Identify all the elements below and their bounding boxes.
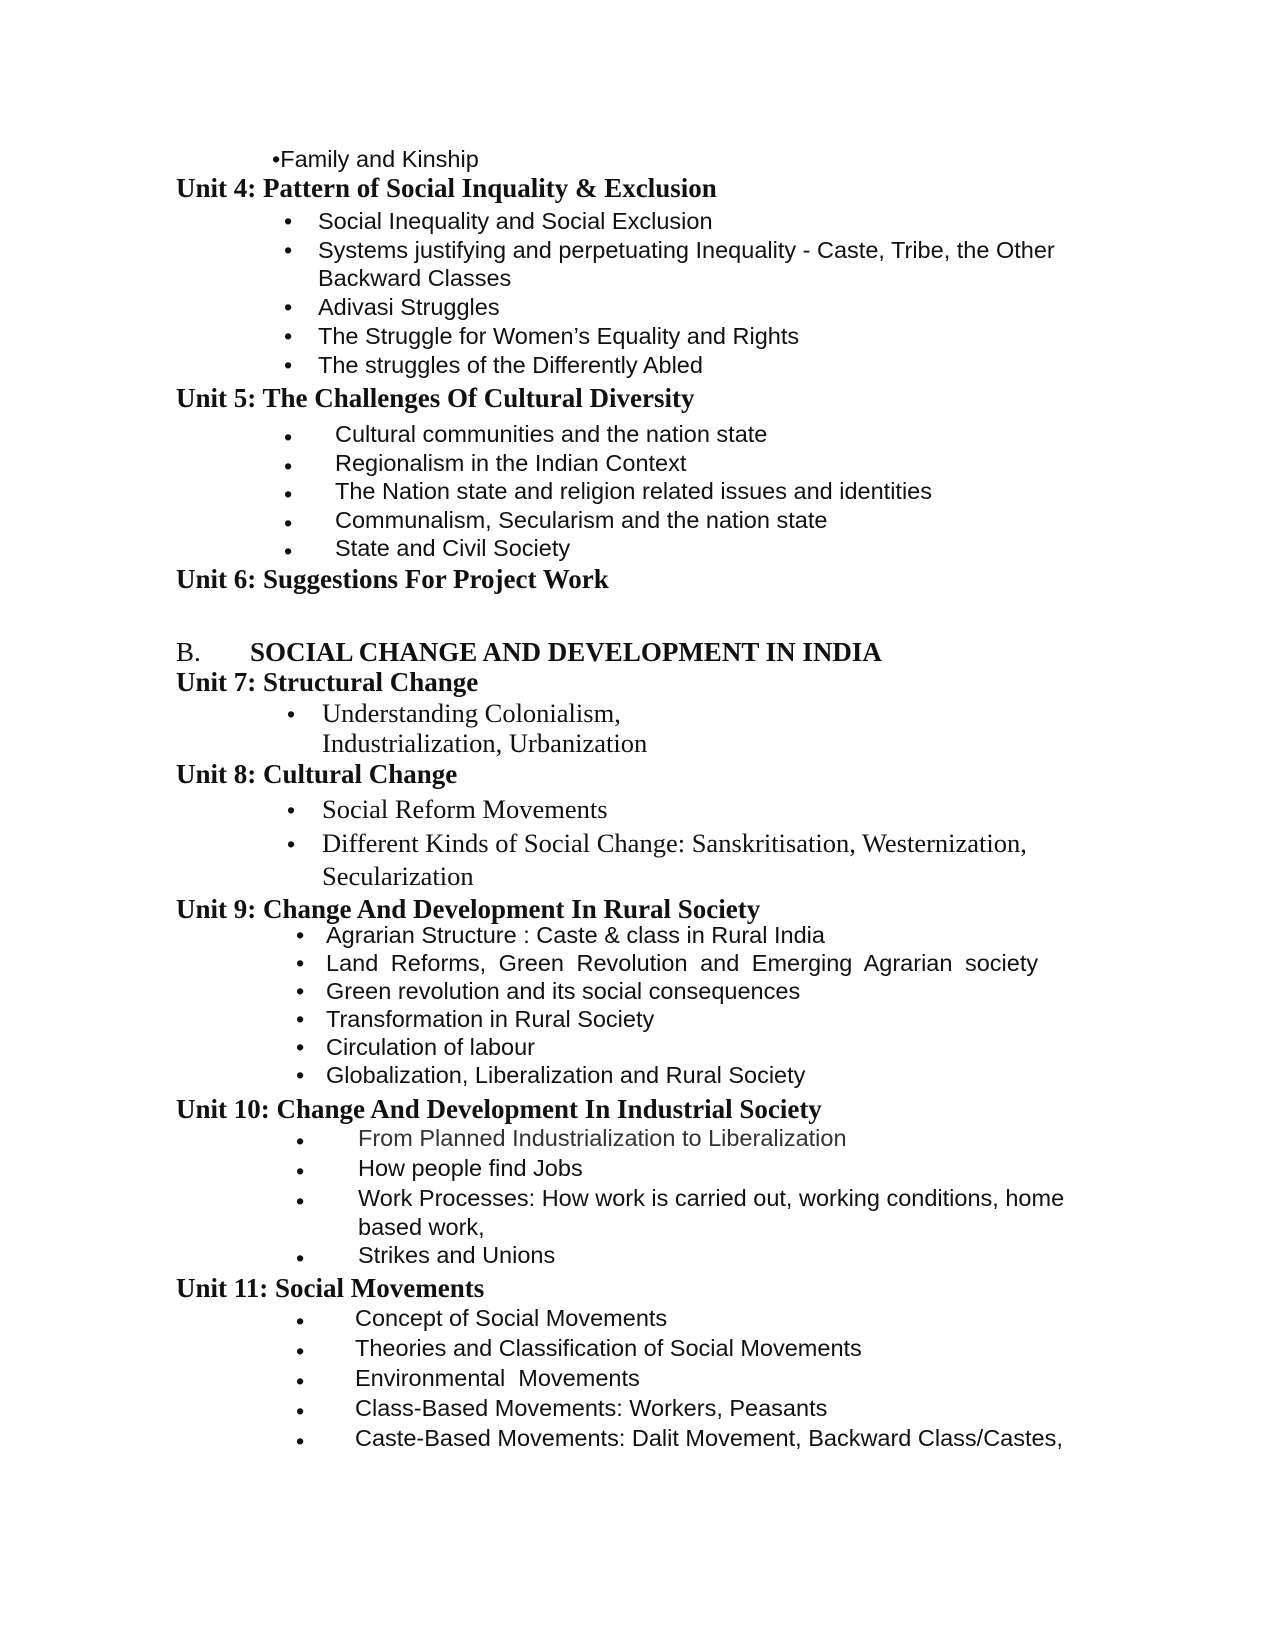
list-item: Land Reforms, Green Revolution and Emerging Agrarian society: [326, 950, 1039, 976]
list-item: [272, 145, 479, 174]
unit-4-heading: Unit 4: Pattern of Social Inquality & Exclusion: [176, 173, 717, 203]
bullet: •: [284, 453, 293, 479]
list-item: Class-Based Movements: Workers, Peasants: [355, 1395, 828, 1421]
list-item: Globalization, Liberalization and Rural Society: [326, 1062, 806, 1088]
bullet: •: [296, 1245, 305, 1271]
unit-5-heading: Unit 5: The Challenges Of Cultural Diversity: [176, 383, 695, 413]
unit-7-heading: Unit 7: Structural Change: [176, 667, 479, 697]
list-item: Agrarian Structure : Caste & class in Rural India: [326, 922, 825, 948]
bullet: •: [272, 146, 281, 172]
bullet: •: [296, 1062, 305, 1088]
list-item: Adivasi Struggles: [318, 294, 500, 320]
list-item-continuation: Secularization: [322, 861, 474, 891]
bullet: •: [287, 701, 296, 727]
bullet: •: [296, 1158, 305, 1184]
list-item-continuation: Industrialization, Urbanization: [322, 728, 648, 758]
bullet: •: [284, 208, 293, 234]
bullet: •: [296, 1308, 305, 1334]
unit-8-heading: Unit 8: Cultural Change: [176, 759, 458, 789]
unit-11-heading: Unit 11: Social Movements: [176, 1273, 485, 1303]
bullet: •: [284, 538, 293, 564]
bullet: •: [296, 1368, 305, 1394]
bullet: •: [296, 1128, 305, 1154]
bullet: •: [284, 352, 293, 378]
list-item: Communalism, Secularism and the nation state: [335, 507, 828, 533]
list-item: Caste-Based Movements: Dalit Movement, Backward Class/Castes,: [355, 1425, 1063, 1451]
list-item: The Struggle for Women’s Equality and Rights: [318, 323, 800, 349]
list-item: The Nation state and religion related issues and identities: [335, 478, 933, 504]
section-letter: B.: [176, 637, 201, 667]
list-item: Environmental Movements: [355, 1365, 640, 1391]
list-item: Systems justifying and perpetuating Inequality - Caste, Tribe, the Other: [318, 237, 1055, 263]
list-item: From Planned Industrialization to Liberalization: [358, 1125, 847, 1151]
list-item: Concept of Social Movements: [355, 1305, 668, 1331]
unit-6-heading: Unit 6: Suggestions For Project Work: [176, 564, 609, 594]
list-item: Strikes and Unions: [358, 1242, 556, 1268]
bullet: •: [296, 922, 305, 948]
list-item: State and Civil Society: [335, 535, 571, 561]
bullet: •: [284, 323, 293, 349]
bullet: •: [284, 510, 293, 536]
bullet: •: [296, 978, 305, 1004]
section-title: SOCIAL CHANGE AND DEVELOPMENT IN INDIA: [250, 637, 882, 667]
list-item: Theories and Classification of Social Movements: [355, 1335, 862, 1361]
bullet: •: [296, 1338, 305, 1364]
list-item: How people find Jobs: [358, 1155, 583, 1181]
bullet: •: [296, 1398, 305, 1424]
bullet: •: [284, 237, 293, 263]
list-item: Understanding Colonialism,: [322, 698, 621, 728]
bullet: •: [284, 424, 293, 450]
bullet: •: [284, 294, 293, 320]
bullet: •: [296, 950, 305, 976]
bullet: •: [287, 797, 296, 823]
list-item: Green revolution and its social consequences: [326, 978, 801, 1004]
bullet: •: [296, 1188, 305, 1214]
bullet: •: [296, 1428, 305, 1454]
bullet: •: [296, 1006, 305, 1032]
bullet: •: [284, 481, 293, 507]
list-item-continuation: based work,: [358, 1214, 485, 1240]
list-item-continuation: Backward Classes: [318, 265, 512, 291]
bullet: •: [296, 1034, 305, 1060]
unit-9-heading: Unit 9: Change And Development In Rural Society: [176, 894, 761, 924]
list-item: Regionalism in the Indian Context: [335, 450, 687, 476]
list-item: Transformation in Rural Society: [326, 1006, 655, 1032]
list-item-text: Family and Kinship: [280, 146, 479, 172]
list-item: Different Kinds of Social Change: Sanskritisation, Westernization,: [322, 828, 1027, 858]
section-b-heading: [176, 636, 882, 668]
bullet: •: [287, 831, 296, 857]
list-item: Cultural communities and the nation state: [335, 421, 768, 447]
list-item: Social Inequality and Social Exclusion: [318, 208, 713, 234]
list-item: Circulation of labour: [326, 1034, 535, 1060]
list-item: The struggles of the Differently Abled: [318, 352, 703, 378]
list-item: Social Reform Movements: [322, 794, 608, 824]
unit-10-heading: Unit 10: Change And Development In Industrial Society: [176, 1094, 822, 1124]
list-item: Work Processes: How work is carried out, working conditions, home: [358, 1185, 1065, 1211]
